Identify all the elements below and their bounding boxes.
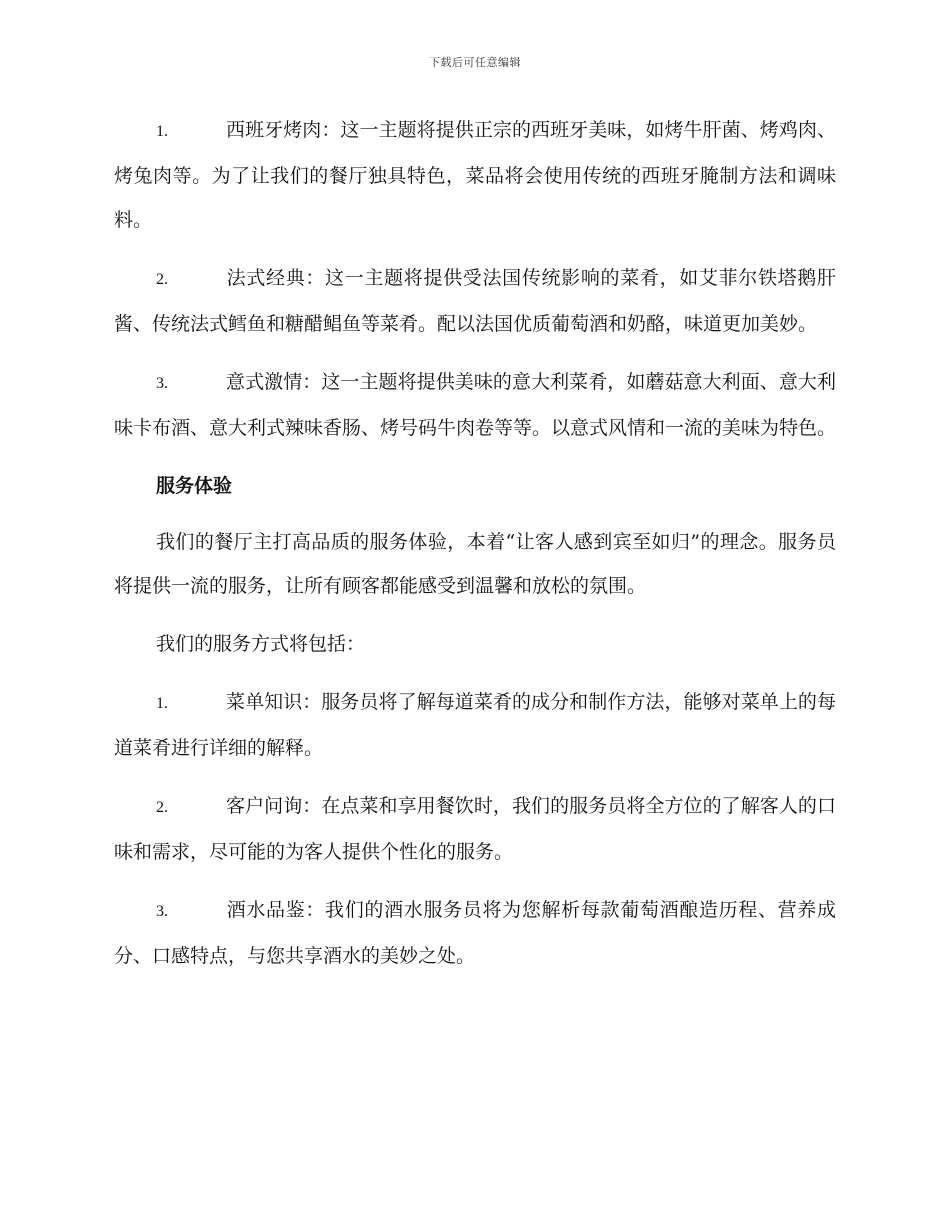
list-item-text: 酒水品鉴：我们的酒水服务员将为您解析每款葡萄酒酿造历程、营养成分、口感特点，与您共享酒水的美妙之处。 bbox=[114, 899, 836, 967]
document-body bbox=[114, 108, 836, 992]
list-number: 1. bbox=[156, 695, 168, 712]
list-number: 2. bbox=[156, 799, 168, 816]
theme-item-1 bbox=[114, 108, 836, 242]
page-header: 下载后可任意编辑 bbox=[429, 56, 521, 69]
list-item-text: 菜单知识：服务员将了解每道菜肴的成分和制作方法，能够对菜单上的每道菜肴进行详细的解释。 bbox=[114, 691, 836, 759]
section-heading-service: 服务体验 bbox=[156, 475, 233, 497]
service-item-3 bbox=[114, 888, 836, 978]
list-item-text: 意式激情：这一主题将提供美味的意大利菜肴，如蘑菇意大利面、意大利味卡布酒、意大利式辣味香肠、烤号码牛肉卷等等。以意式风情和一流的美味为特色。 bbox=[114, 371, 837, 439]
list-item-text: 客户问询：在点菜和享用餐饮时，我们的服务员将全方位的了解客人的口味和需求，尽可能的为客人提供个性化的服务。 bbox=[114, 795, 836, 863]
theme-item-2 bbox=[114, 256, 836, 346]
list-item-text: 西班牙烤肉：这一主题将提供正宗的西班牙美味，如烤牛肝菌、烤鸡肉、烤兔肉等。为了让我们的餐厅独具特色，菜品将会使用传统的西班牙腌制方法和调味料。 bbox=[114, 119, 836, 231]
list-number: 2. bbox=[156, 271, 168, 288]
service-item-2 bbox=[114, 784, 836, 874]
theme-item-3 bbox=[114, 360, 836, 450]
service-intro: 我们的餐厅主打高品质的服务体验，本着“让客人感到宾至如归”的理念。服务员将提供一流的服务，让所有顾客都能感受到温馨和放松的氛围。 bbox=[114, 531, 836, 597]
list-number: 1. bbox=[156, 123, 168, 140]
list-number: 3. bbox=[156, 375, 168, 392]
list-item-text: 法式经典：这一主题将提供受法国传统影响的菜肴，如艾菲尔铁塔鹅肝酱、传统法式鳕鱼和糖醋鲳鱼等菜肴。配以法国优质葡萄酒和奶酪，味道更加美妙。 bbox=[114, 267, 836, 335]
service-lead: 我们的服务方式将包括： bbox=[156, 633, 366, 655]
list-number: 3. bbox=[156, 903, 168, 920]
service-item-1 bbox=[114, 680, 836, 770]
